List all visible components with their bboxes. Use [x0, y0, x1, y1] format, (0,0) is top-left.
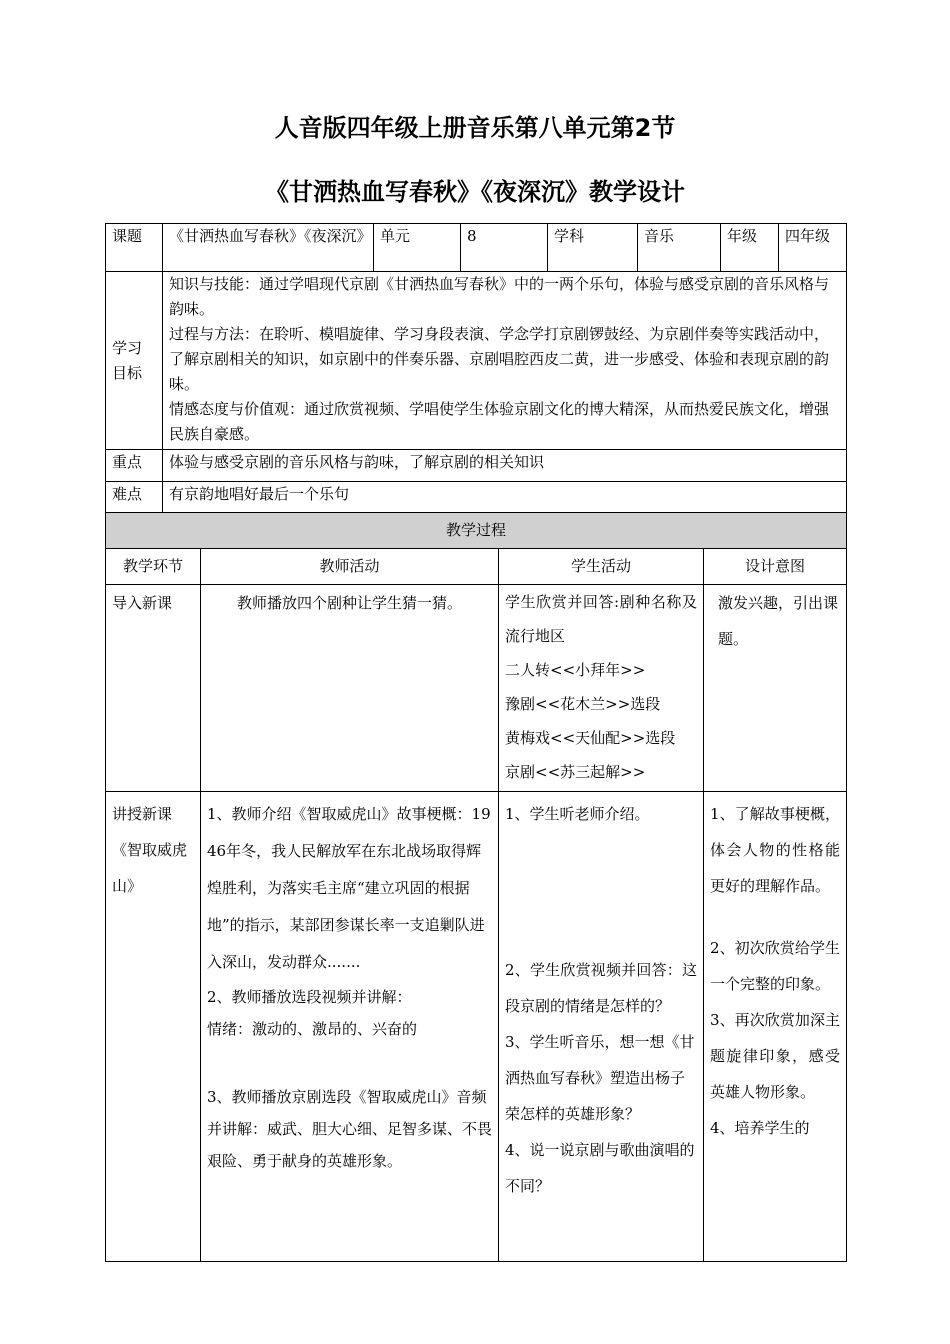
key-value: 体验与感受京剧的音乐风格与韵味，了解京剧的相关知识 [163, 450, 847, 482]
teacher-new [201, 792, 499, 1262]
goals-cell [163, 272, 847, 450]
student-new-4: 4、说一说京剧与歌曲演唱的不同？ [505, 1141, 695, 1195]
goal-knowledge: 知识与技能：通过学唱现代京剧《甘洒热血写春秋》中的一两个乐句，体验与感受京剧的音乐风格与韵味。 [169, 275, 830, 318]
info-table [105, 223, 847, 514]
student-new [499, 792, 704, 1262]
teacher-intro [201, 585, 499, 792]
grade-label: 年级 [721, 224, 779, 272]
subject-value: 音乐 [638, 224, 721, 272]
teacher-new-2: 2、教师播放选段视频并讲解： [207, 988, 412, 1006]
stage-new: 讲授新课《智取威虎山》 [106, 792, 201, 1262]
intent-new [704, 792, 847, 1262]
student-intro [499, 585, 704, 792]
document-subtitle: 《甘洒热血写春秋》《夜深沉》教学设计 [265, 178, 685, 206]
teacher-new-4: 3、教师播放京剧选段《智取威虎山》音频并讲解：威武、胆大心细、足智多谋、不畏艰险、勇于献身的英雄形象。 [207, 1088, 493, 1170]
intent-new-1: 1、了解故事梗概，体会人物的性格能更好的理解作品。 [710, 805, 841, 895]
unit-label: 单元 [374, 224, 461, 272]
intent-intro [704, 585, 847, 792]
goal-attitude: 情感态度与价值观：通过欣赏视频、学唱使学生体验京剧文化的博大精深，从而热爱民族文化，增强民族自豪感。 [169, 400, 830, 443]
document-title: 人音版四年级上册音乐第八单元第2节 [274, 114, 676, 142]
goals-label: 学习目标 [106, 272, 163, 450]
grade-value: 四年级 [779, 224, 847, 272]
teacher-intro-text: 教师播放四个剧种让学生猜一猜。 [237, 594, 463, 612]
teacher-new-gap [207, 1045, 492, 1081]
col-student: 学生活动 [499, 549, 704, 585]
student-intro-4: 黄梅戏<<天仙配>>选段 [505, 729, 676, 747]
student-new-1: 1、学生听老师介绍。 [505, 805, 650, 823]
student-intro-3: 豫剧<<花木兰>>选段 [505, 695, 661, 713]
intent-new-2: 2、初次欣赏给学生一个完整的印象。 [710, 939, 841, 993]
unit-value: 8 [461, 224, 548, 272]
process-table [105, 512, 847, 1262]
student-intro-2: 二人转<<小拜年>> [505, 661, 646, 679]
col-stage: 教学环节 [106, 549, 201, 585]
col-teacher: 教师活动 [201, 549, 499, 585]
goal-process: 过程与方法：在聆听、模唱旋律、学习身段表演、学念学打京剧锣鼓经、为京剧伴奏等实践活动中，了解京剧相关的知识，如京剧中的伴奏乐器、京剧唱腔西皮二黄，进一步感受、体验和表现京剧的韵味。 [169, 325, 830, 393]
student-intro-1: 学生欣赏并回答:剧种名称及流行地区 [505, 593, 697, 645]
topic-value: 《甘洒热血写春秋》《夜深沉》 [163, 224, 374, 272]
process-header: 教学过程 [106, 513, 847, 549]
subject-label: 学科 [548, 224, 638, 272]
intent-new-3: 3、再次欣赏加深主题旋律印象，感受英雄人物形象。 [710, 1011, 841, 1101]
topic-label: 课题 [106, 224, 163, 272]
difficulty-label: 难点 [106, 482, 163, 514]
difficulty-value: 有京韵地唱好最后一个乐句 [163, 482, 847, 514]
teacher-new-3: 情绪：激动的、激昂的、兴奋的 [207, 1020, 418, 1038]
student-new-2: 2、学生欣赏视频并回答：这段京剧的情绪是怎样的？ [505, 961, 697, 1015]
stage-intro: 导入新课 [106, 585, 201, 792]
teacher-new-1: 1、教师介绍《智取威虎山》故事梗概：1946年冬，我人民解放军在东北战场取得辉煌胜利，为落实毛主席“建立巩固的根据地”的指示，某部团参谋长率一支追剿队进入深山，发动群众....... [207, 805, 491, 971]
intent-intro-text: 激发兴趣，引出课题。 [718, 594, 839, 648]
student-intro-5: 京剧<<苏三起解>> [505, 763, 646, 781]
intent-new-4: 4、培养学生的 [710, 1119, 810, 1137]
key-label: 重点 [106, 450, 163, 482]
student-new-3: 3、学生听音乐，想一想《甘洒热血写春秋》塑造出杨子荣怎样的英雄形象？ [505, 1033, 695, 1123]
col-intent: 设计意图 [704, 549, 847, 585]
